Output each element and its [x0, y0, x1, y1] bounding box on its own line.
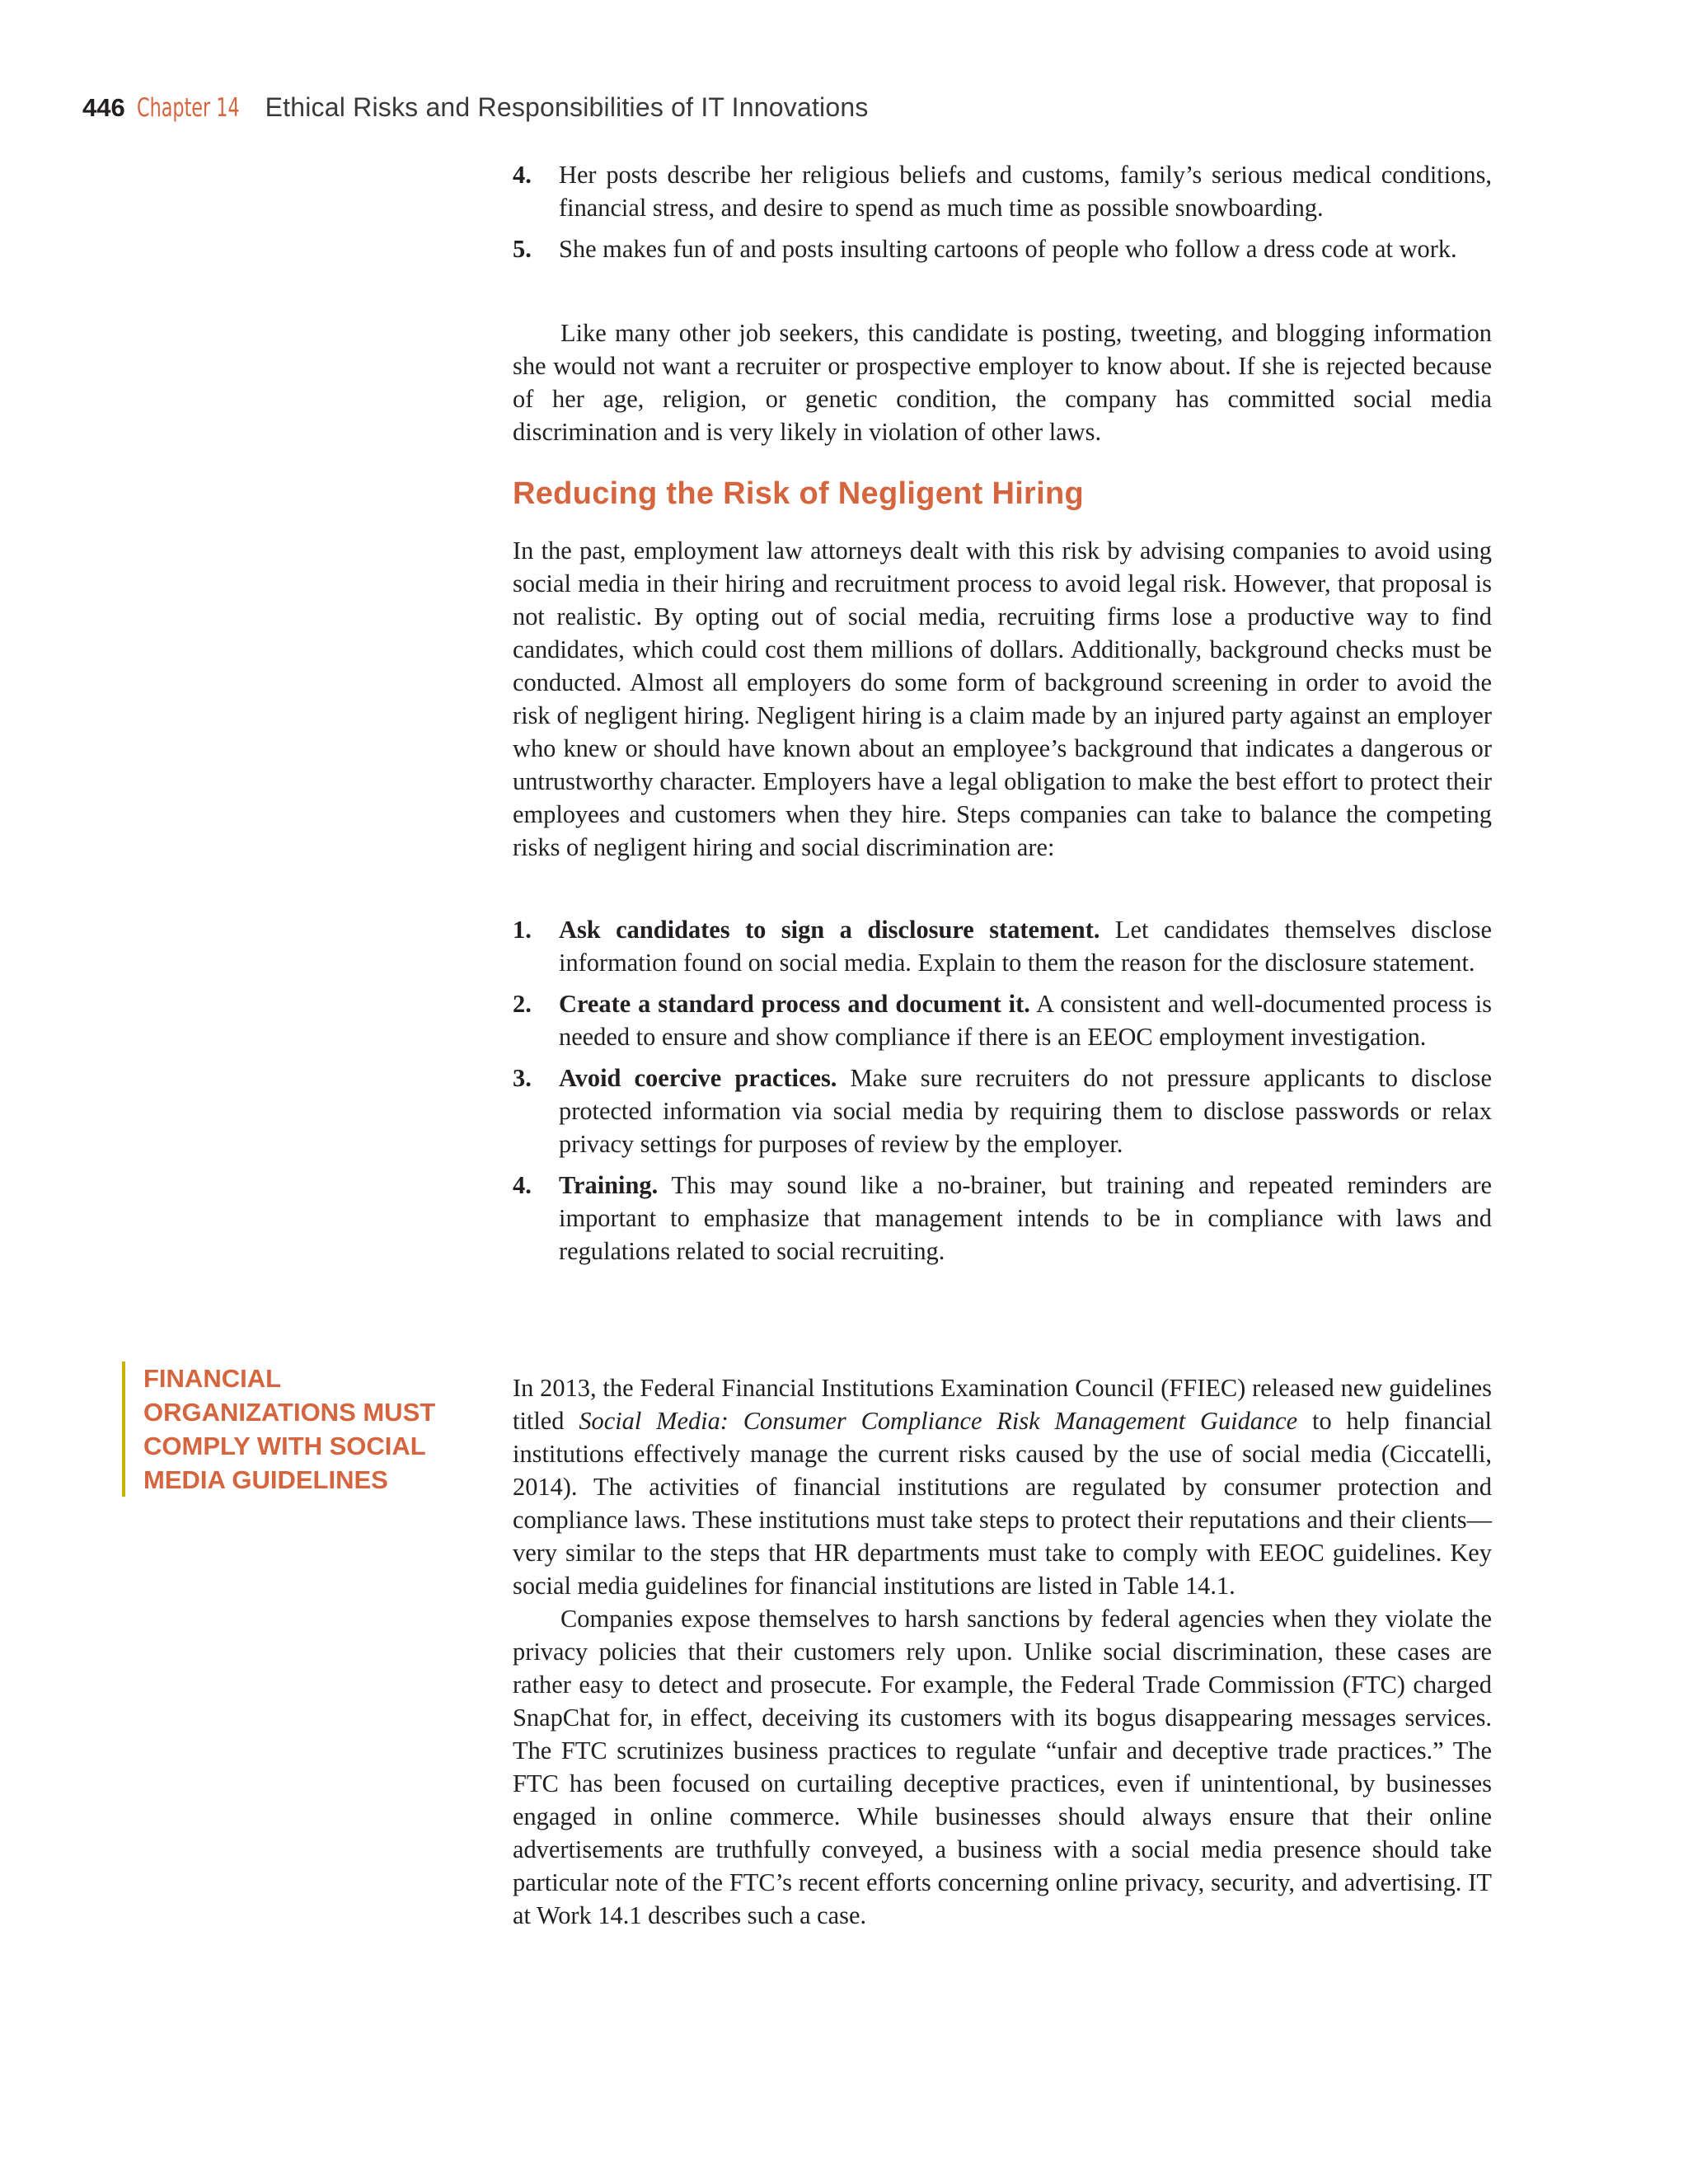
- top-list: [513, 158, 1492, 265]
- list-item: [513, 232, 1492, 265]
- margin-note-line: MEDIA GUIDELINES: [143, 1465, 388, 1494]
- paragraph-ftc: Companies expose themselves to harsh sanctions by federal agencies when they violate the privacy policies that their customers rely upon. Unlike social discrimination, these cases are rather easy to detect and prosecute. For example, the Federal Trade Commission (FTC) charged SnapChat for, in effect, deceiving its customers with its bogus disappearing messages services. The FTC scrutinizes business practices to regulate “unfair and deceptive trade practices.” The FTC has been focused on curtailing deceptive practices, even if unintentional, by businesses engaged in online commerce. While businesses should always ensure that their online advertisements are truthfully conveyed, a business with a social media presence should take particular note of the FTC’s recent efforts concerning online privacy, security, and advertising. IT at Work 14.1 describes such a case.: [513, 1605, 1492, 1929]
- list-number: 2.: [513, 990, 532, 1018]
- step-lead: Ask candidates to sign a disclosure statement.: [559, 916, 1100, 944]
- section-heading: Reducing the Risk of Negligent Hiring: [513, 476, 1085, 511]
- list-number: 1.: [513, 916, 532, 944]
- guidance-title: Social Media: Consumer Compliance Risk Management Guidance: [579, 1407, 1298, 1435]
- step-lead: Avoid coercive practices.: [559, 1064, 837, 1092]
- list-item: [513, 158, 1492, 224]
- steps-list: [513, 913, 1492, 1268]
- paragraph-text-start: In 2013, the Federal Financial Institutions Examination Council (FFIEC) released new guidelines titled: [513, 1374, 1492, 1435]
- list-number: 4.: [513, 1171, 532, 1199]
- paragraph-negligent-hiring: [513, 534, 1492, 864]
- running-head: [82, 92, 869, 134]
- step-text: Make sure recruiters do not pressure applicants to disclose protected information via social media by requiring them to disclose passwords or relax privacy settings for purposes of review by the employer.: [559, 1064, 1492, 1158]
- paragraph-ffiec: [513, 1371, 1492, 1932]
- chapter-label: Chapter 14: [136, 93, 240, 123]
- step-text: This may sound like a no-brainer, but training and repeated reminders are important to emphasize that management intends to be in compliance with laws and regulations related to social recruiting.: [559, 1171, 1492, 1265]
- list-item: [513, 1169, 1492, 1268]
- margin-note-line: FINANCIAL: [143, 1364, 282, 1393]
- page-number: 446: [82, 93, 125, 122]
- margin-note-line: COMPLY WITH SOCIAL: [143, 1432, 426, 1460]
- step-text: A consistent and well-documented process is needed to ensure and show compliance if there is an EEOC employment investigation.: [559, 990, 1492, 1051]
- step-text: Let candidates themselves disclose information found on social media. Explain to them the reason for the disclosure statement.: [559, 916, 1492, 977]
- step-lead: Training.: [559, 1171, 659, 1199]
- list-item: [513, 987, 1492, 1053]
- margin-note-line: ORGANIZATIONS MUST: [143, 1398, 436, 1427]
- chapter-title: Ethical Risks and Responsibilities of IT Innovations: [265, 92, 869, 122]
- paragraph-text: In the past, employment law attorneys dealt with this risk by advising companies to avoid using social media in their hiring and recruitment process to avoid legal risk. However, that proposal is not realistic. By opting out of social media, recruiting firms lose a productive way to find candidates, which could cost them millions of dollars. Additionally, background checks must be conducted. Almost all employers do some form of background screening in order to avoid the risk of negligent hiring. Negligent hiring is a claim made by an injured party against an employer who knew or should have known about an employee’s background that indicates a dangerous or untrustworthy character. Employers have a legal obligation to make the best effort to protect their employees and customers when they hire. Steps companies can take to balance the competing risks of negligent hiring and social discrimination are:: [513, 537, 1492, 861]
- list-text: Her posts describe her religious beliefs and customs, family’s serious medical conditions, financial stress, and desire to spend as much time as possible snowboarding.: [559, 161, 1492, 222]
- list-number: 5.: [513, 235, 532, 263]
- paragraph-job-seekers: [513, 316, 1492, 448]
- list-text: She makes fun of and posts insulting cartoons of people who follow a dress code at work.: [559, 235, 1457, 263]
- list-item: [513, 1062, 1492, 1160]
- paragraph-text: Like many other job seekers, this candidate is posting, tweeting, and blogging information she would not want a recruiter or prospective employer to know about. If she is rejected because of her age, religion, or genetic condition, the company has committed social media discrimination and is very likely in violation of other laws.: [513, 319, 1492, 446]
- margin-note: [122, 1361, 498, 1497]
- paragraph-text: [513, 1371, 1492, 1602]
- list-item: [513, 913, 1492, 979]
- list-number: 4.: [513, 161, 532, 189]
- paragraph-text-end: to help financial institutions effectively manage the current risks caused by the use of social media (Ciccatelli, 2014). The activities of financial institutions are regulated by consumer protection and compliance laws. These institutions must take steps to protect their reputations and their clients—very similar to the steps that HR departments must take to comply with EEOC guidelines. Key social media guidelines for financial institutions are listed in Table 14.1.: [513, 1407, 1493, 1600]
- step-lead: Create a standard process and document it.: [559, 990, 1030, 1018]
- list-number: 3.: [513, 1064, 532, 1092]
